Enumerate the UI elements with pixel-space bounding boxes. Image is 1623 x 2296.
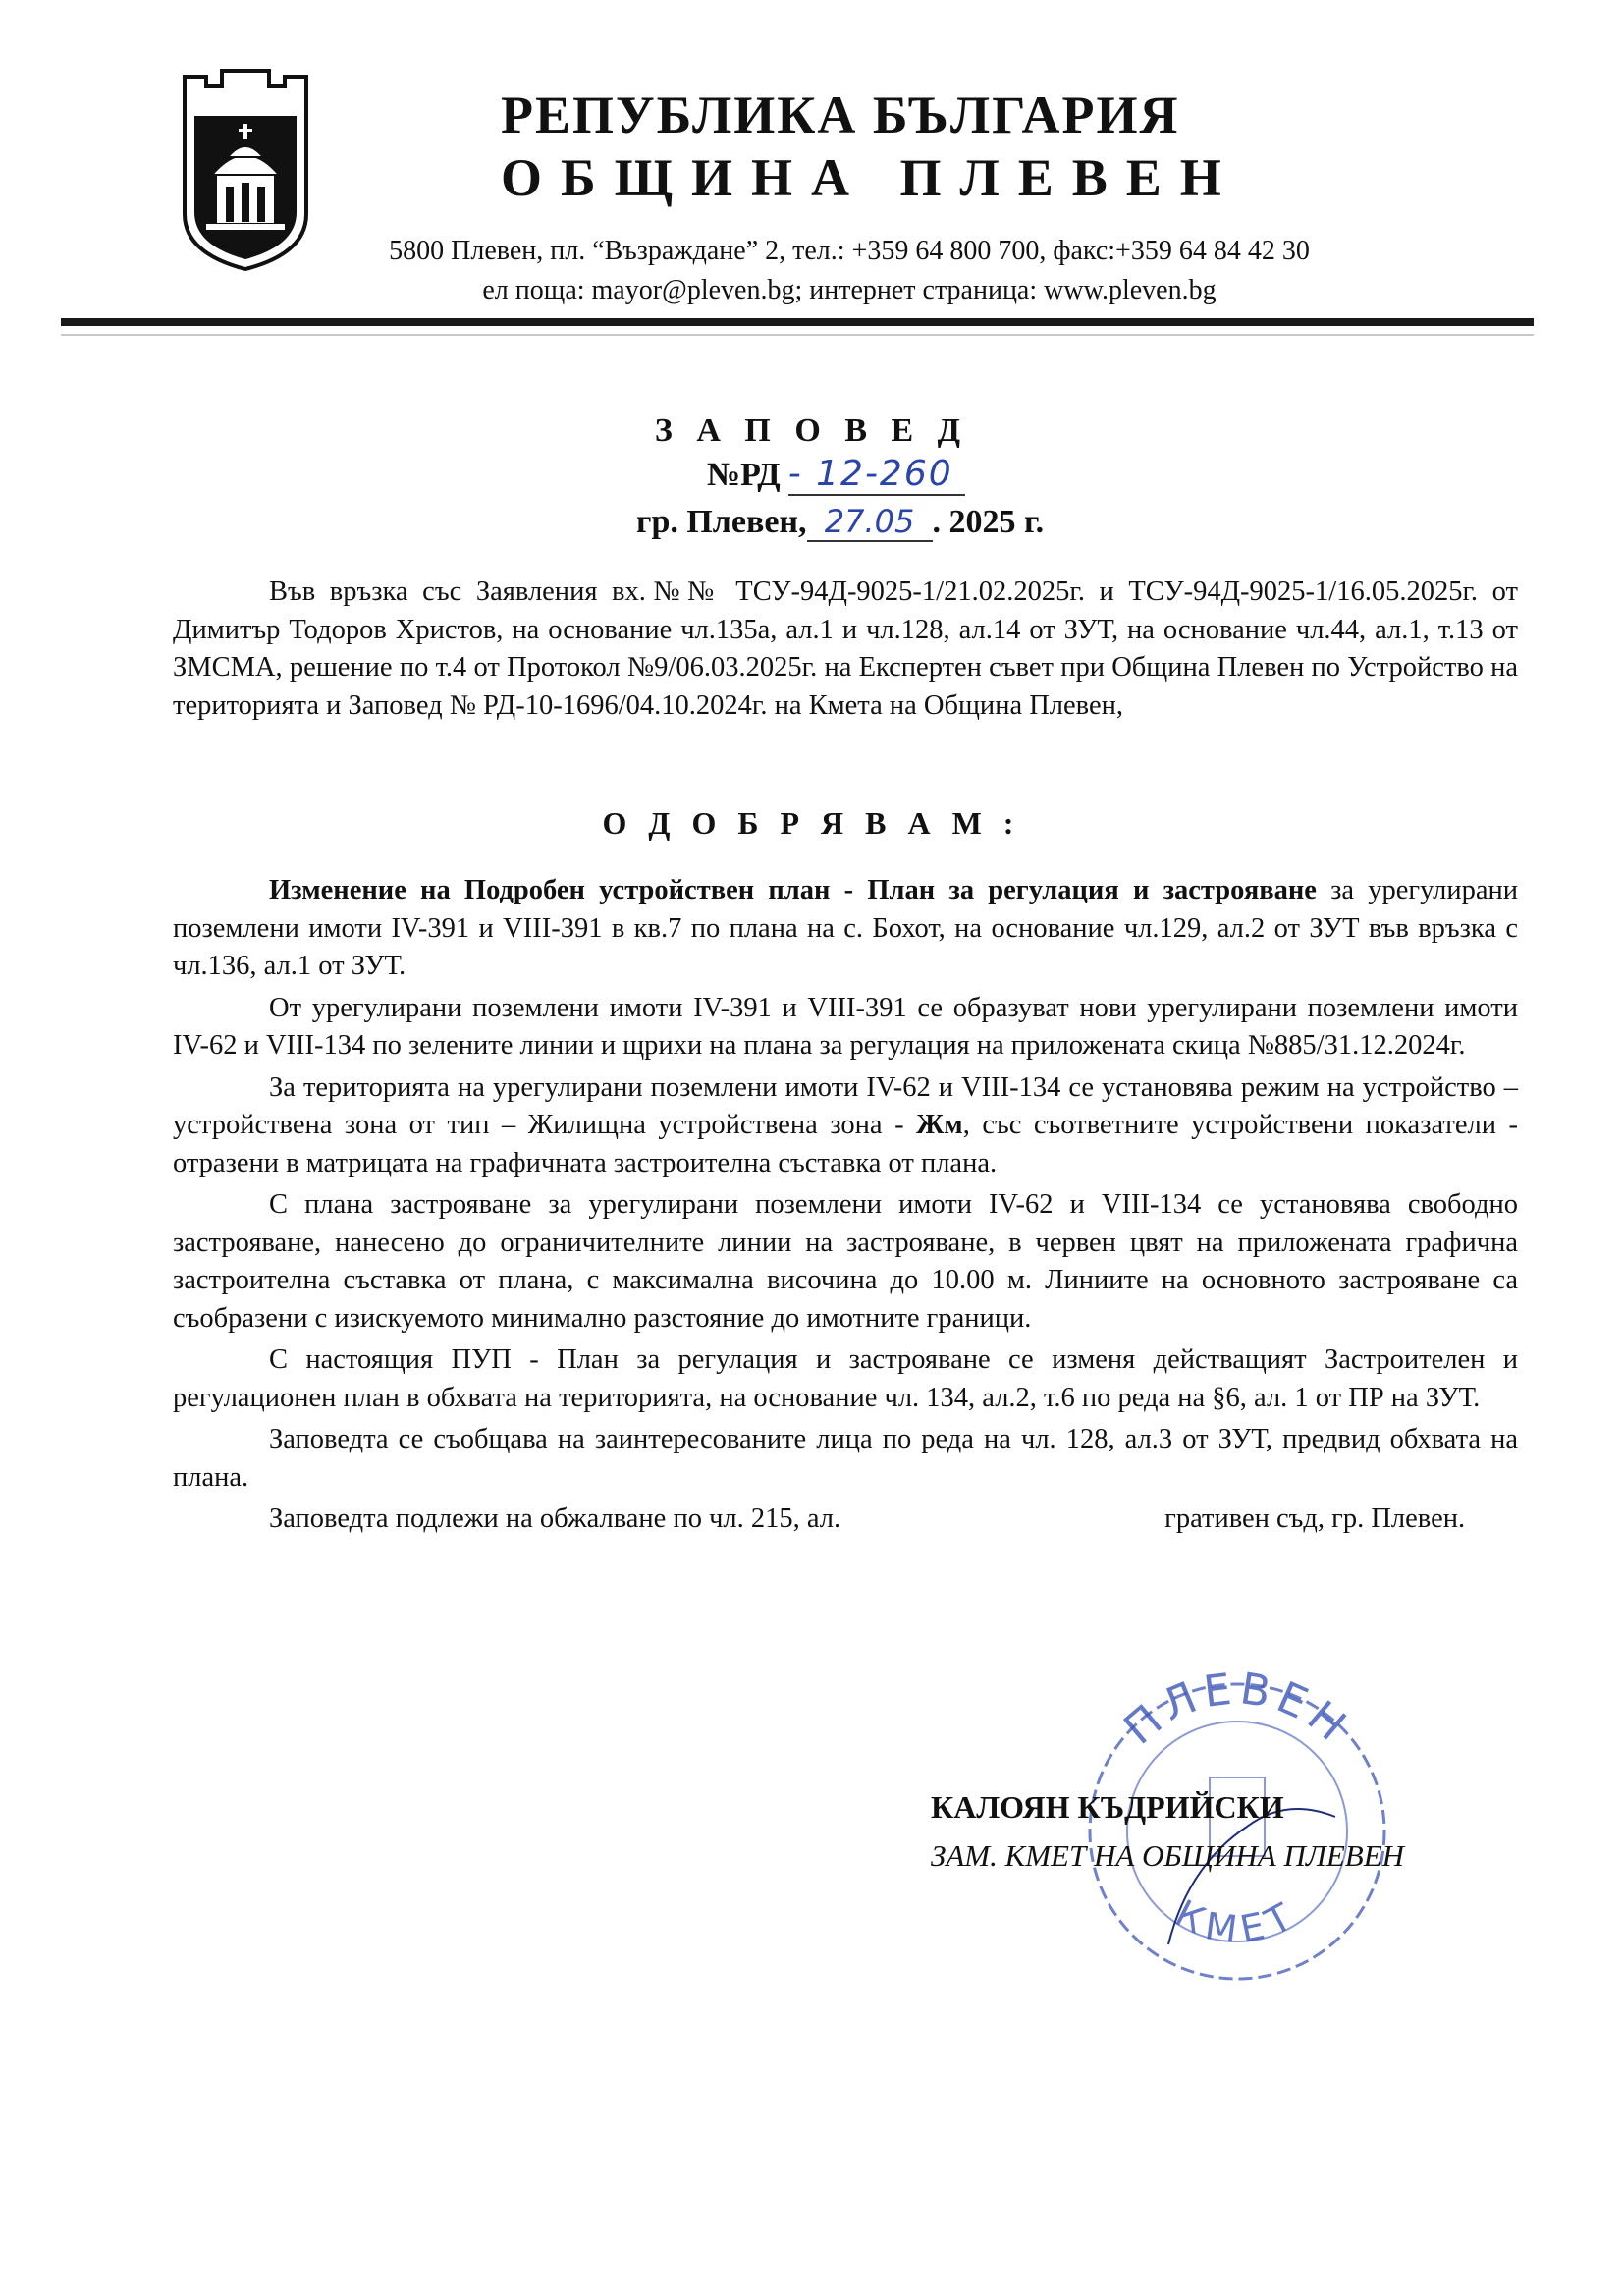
paragraph-2: От урегулирани поземлени имоти IV-391 и VIII-391 се образуват нови урегулирани поземлени имоти IV-62 и VIII-134 по зелените линии и щрихи на плана за регулация на приложената скица №885/31.12.2024г.: [173, 992, 1518, 1061]
stamp-text-bottom: КМЕТ: [1168, 1890, 1306, 1952]
paragraph-3: [173, 1069, 1518, 1183]
paragraph-5: С настоящия ПУП - План за регулация и застрояване се изменя действащият Застроителен и регулационен план в обхвата на територията, на основание чл. 134, ал.2, т.6 по реда на §6, ал. 1 от ПР на ЗУТ.: [173, 1344, 1518, 1413]
signatory-role: ЗАМ. КМЕТ НА ОБЩИНА ПЛЕВЕН: [931, 1838, 1405, 1873]
order-place-date: [636, 503, 1044, 542]
intro-paragraph: [173, 574, 1518, 725]
country-title: РЕПУБЛИКА БЪЛГАРИЯ: [501, 85, 1180, 144]
paragraph-6: Заповедта се съобщава на заинтересованите лица по реда на чл. 128, ал.3 от ЗУТ, предвид обхвата на плана.: [173, 1424, 1518, 1493]
paragraph-3-text-a: За територията на урегулирани поземлени имоти IV-62 и VIII-134 се установява режим на устройство – устройствена зона от тип – Жилищна устройствена зона -: [173, 1071, 1518, 1140]
order-number: [707, 454, 965, 496]
coat-of-arms-logo: [177, 67, 314, 273]
municipality-title: ОБЩИНА ПЛЕВЕН: [501, 148, 1240, 207]
svg-text:КМЕТ: [1168, 1891, 1306, 1952]
header-divider-thin: [61, 334, 1534, 336]
paragraph-7: [173, 1501, 1518, 1539]
address-line: 5800 Плевен, пл. “Възраждане” 2, тел.: +359 64 800 700, факс:+359 64 84 42 30: [389, 236, 1310, 266]
paragraph-1: [173, 872, 1518, 986]
order-body: [173, 872, 1518, 1539]
order-year: . 2025 г.: [932, 504, 1045, 540]
paragraph-4: С плана застрояване за урегулирани поземлени имоти IV-62 и VIII-134 се установява свободно застрояване, нанесено до ограничителните линии на застрояване, в червен цвят на приложената графична застроителна съставка от плана, с максимална височина до 10.00 м. Линиите на основното застрояване са съобразени с изискуемото минимално разстояние до имотните граници.: [173, 1189, 1518, 1334]
order-title: З А П О В Е Д: [654, 412, 969, 449]
order-date-handwritten: 27.05: [807, 503, 933, 542]
signatory-name: КАЛОЯН КЪДРИЙСКИ: [931, 1789, 1284, 1825]
paragraph-7-text-a: Заповедта подлежи на обжалване по чл. 215, ал.: [269, 1503, 841, 1534]
paragraph-3-text-b: , със съответните устройствени показатели - отразени в матрицата на графичната застроителна съставка от плана.: [173, 1110, 1518, 1178]
intro-text: Във връзка със Заявления вх.№№ ТСУ-94Д-9025-1/21.02.2025г. и ТСУ-94Д-9025-1/16.05.2025г. от Димитър Тодоров Христов, на основание чл.135а, ал.1 и чл.128, ал.14 от ЗУТ, на основание чл.44, ал.1, т.13 от ЗМСМА, решение по т.4 от Протокол №9/06.03.2025г. на Експертен съвет при Община Плевен по Устройство на територията и Заповед № РД-10-1696/04.10.2024г. на Кмета на Община Плевен,: [173, 576, 1518, 721]
approve-heading: О Д О Б Р Я В А М :: [602, 805, 1021, 841]
paragraph-3-bold: Жм: [916, 1110, 963, 1140]
header-divider: [61, 318, 1534, 326]
order-number-prefix: №РД: [707, 457, 781, 493]
contacts-line: ел поща: mayor@pleven.bg; интернет страница: www.pleven.bg: [482, 275, 1217, 305]
stamp-text-top: ПЛЕВЕН: [1114, 1664, 1360, 1755]
order-number-handwritten: - 12-260: [788, 454, 965, 496]
order-place: гр. Плевен,: [636, 504, 807, 540]
svg-text:ПЛЕВЕН: [1115, 1664, 1360, 1754]
paragraph-1-bold: Изменение на Подробен устройствен план - План за регулация и застрояване: [269, 875, 1317, 905]
paragraph-7-text-b: гративен съд, гр. Плевен.: [1164, 1503, 1466, 1534]
paragraph-1-text: за урегулирани поземлени имоти IV-391 и VIII-391 в кв.7 по плана на с. Бохот, на основание чл.129, ал.2 от ЗУТ във връзка с чл.136, ал.1 от ЗУТ.: [173, 875, 1518, 981]
